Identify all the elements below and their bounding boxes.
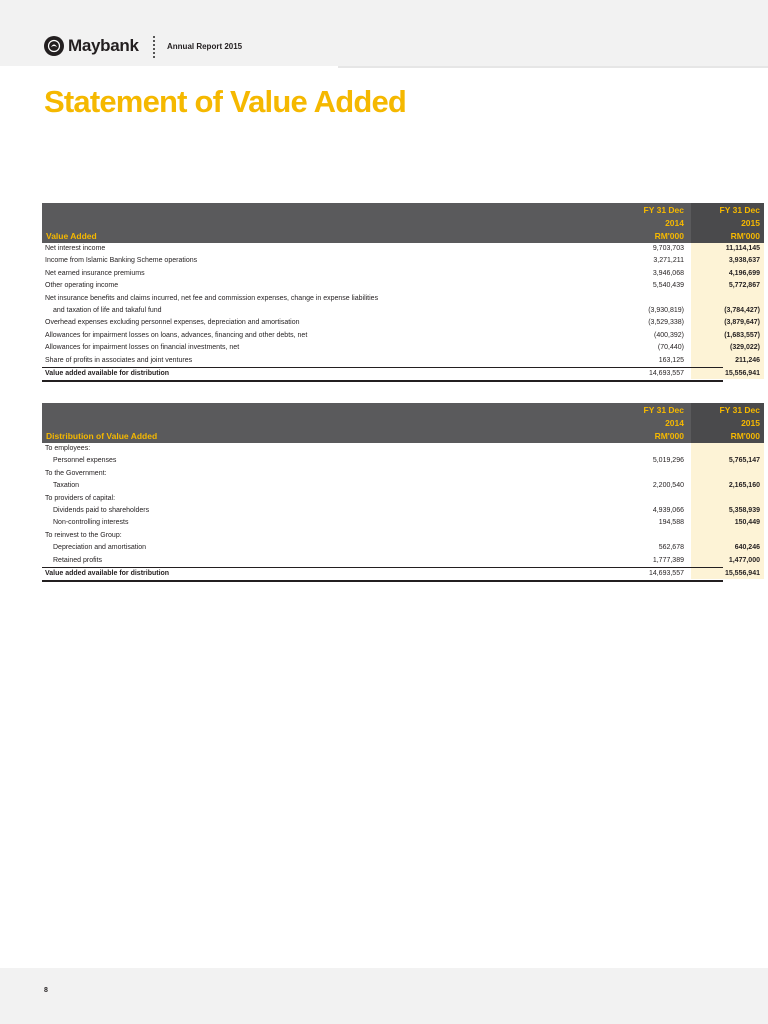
table-row: To reinvest to the Group: bbox=[45, 531, 122, 539]
table-row: To the Government: bbox=[45, 469, 107, 477]
table-row: Personnel expenses 5,019,296 5,765,147 bbox=[53, 457, 760, 465]
brand-name: Maybank bbox=[68, 36, 139, 55]
table-row: Net interest income 9,703,703 11,114,145 bbox=[45, 245, 760, 252]
table-row: Net insurance benefits and claims incurred, net fee and commission expenses, change in expense liabilities bbox=[45, 294, 379, 302]
column-header-2015: FY 31 Dec 2015 RM'000 bbox=[691, 403, 764, 443]
footer-band bbox=[0, 968, 768, 1024]
header-rule bbox=[338, 66, 768, 68]
table-heading: Value Added bbox=[46, 231, 97, 241]
table-row: Net earned insurance premiums 3,946,068 4,196,699 bbox=[45, 269, 760, 277]
column-header-2014: FY 31 Dec 2014 RM'000 bbox=[643, 405, 684, 441]
value-added-table bbox=[42, 203, 760, 382]
table-row: To employees: bbox=[45, 445, 91, 452]
maybank-logo bbox=[44, 36, 139, 56]
table-row: Non-controlling interests 194,588 150,449 bbox=[53, 519, 760, 527]
distribution-table bbox=[42, 403, 760, 582]
header-band bbox=[0, 0, 768, 66]
total-row: Value added available for distribution 14,693,557 15,556,941 bbox=[42, 567, 723, 582]
table-row: Share of profits in associates and joint ventures 163,125 211,246 bbox=[45, 356, 760, 364]
table-row: Retained profits 1,777,389 1,477,000 bbox=[53, 556, 760, 564]
page-title: Statement of Value Added bbox=[44, 84, 407, 119]
total-row: Value added available for distribution 14,693,557 15,556,941 bbox=[42, 367, 723, 382]
tiger-emblem-icon bbox=[44, 36, 64, 56]
table-row: and taxation of life and takaful fund (3,930,819) (3,784,427) bbox=[53, 306, 760, 314]
table-row: To providers of capital: bbox=[45, 494, 116, 502]
table-row: Overhead expenses excluding personnel expenses, depreciation and amortisation (3,529,338) (3,879,647) bbox=[45, 319, 760, 327]
page-number: 8 bbox=[44, 987, 48, 994]
table-row: Dividends paid to shareholders 4,939,066 5,358,939 bbox=[53, 506, 760, 514]
table-row: Allowances for impairment losses on loans, advances, financing and other debts, net (400,392) (1,683,557) bbox=[45, 331, 760, 339]
table-row: Depreciation and amortisation 562,678 640,246 bbox=[53, 544, 760, 552]
table-row: Other operating income 5,540,439 5,772,867 bbox=[45, 282, 760, 290]
table-header bbox=[42, 403, 760, 443]
column-header-2015: FY 31 Dec 2015 RM'000 bbox=[691, 203, 764, 243]
header-divider bbox=[153, 36, 155, 58]
table-header bbox=[42, 203, 760, 243]
table-row: Allowances for impairment losses on financial investments, net (70,440) (329,022) bbox=[45, 344, 760, 352]
table-row: Income from Islamic Banking Scheme operations 3,271,211 3,938,637 bbox=[45, 257, 760, 265]
table-heading: Distribution of Value Added bbox=[46, 431, 158, 441]
report-name: Annual Report 2015 bbox=[167, 42, 243, 51]
column-header-2014: FY 31 Dec 2014 RM'000 bbox=[643, 205, 684, 241]
table-row: Taxation 2,200,540 2,165,160 bbox=[53, 482, 760, 490]
